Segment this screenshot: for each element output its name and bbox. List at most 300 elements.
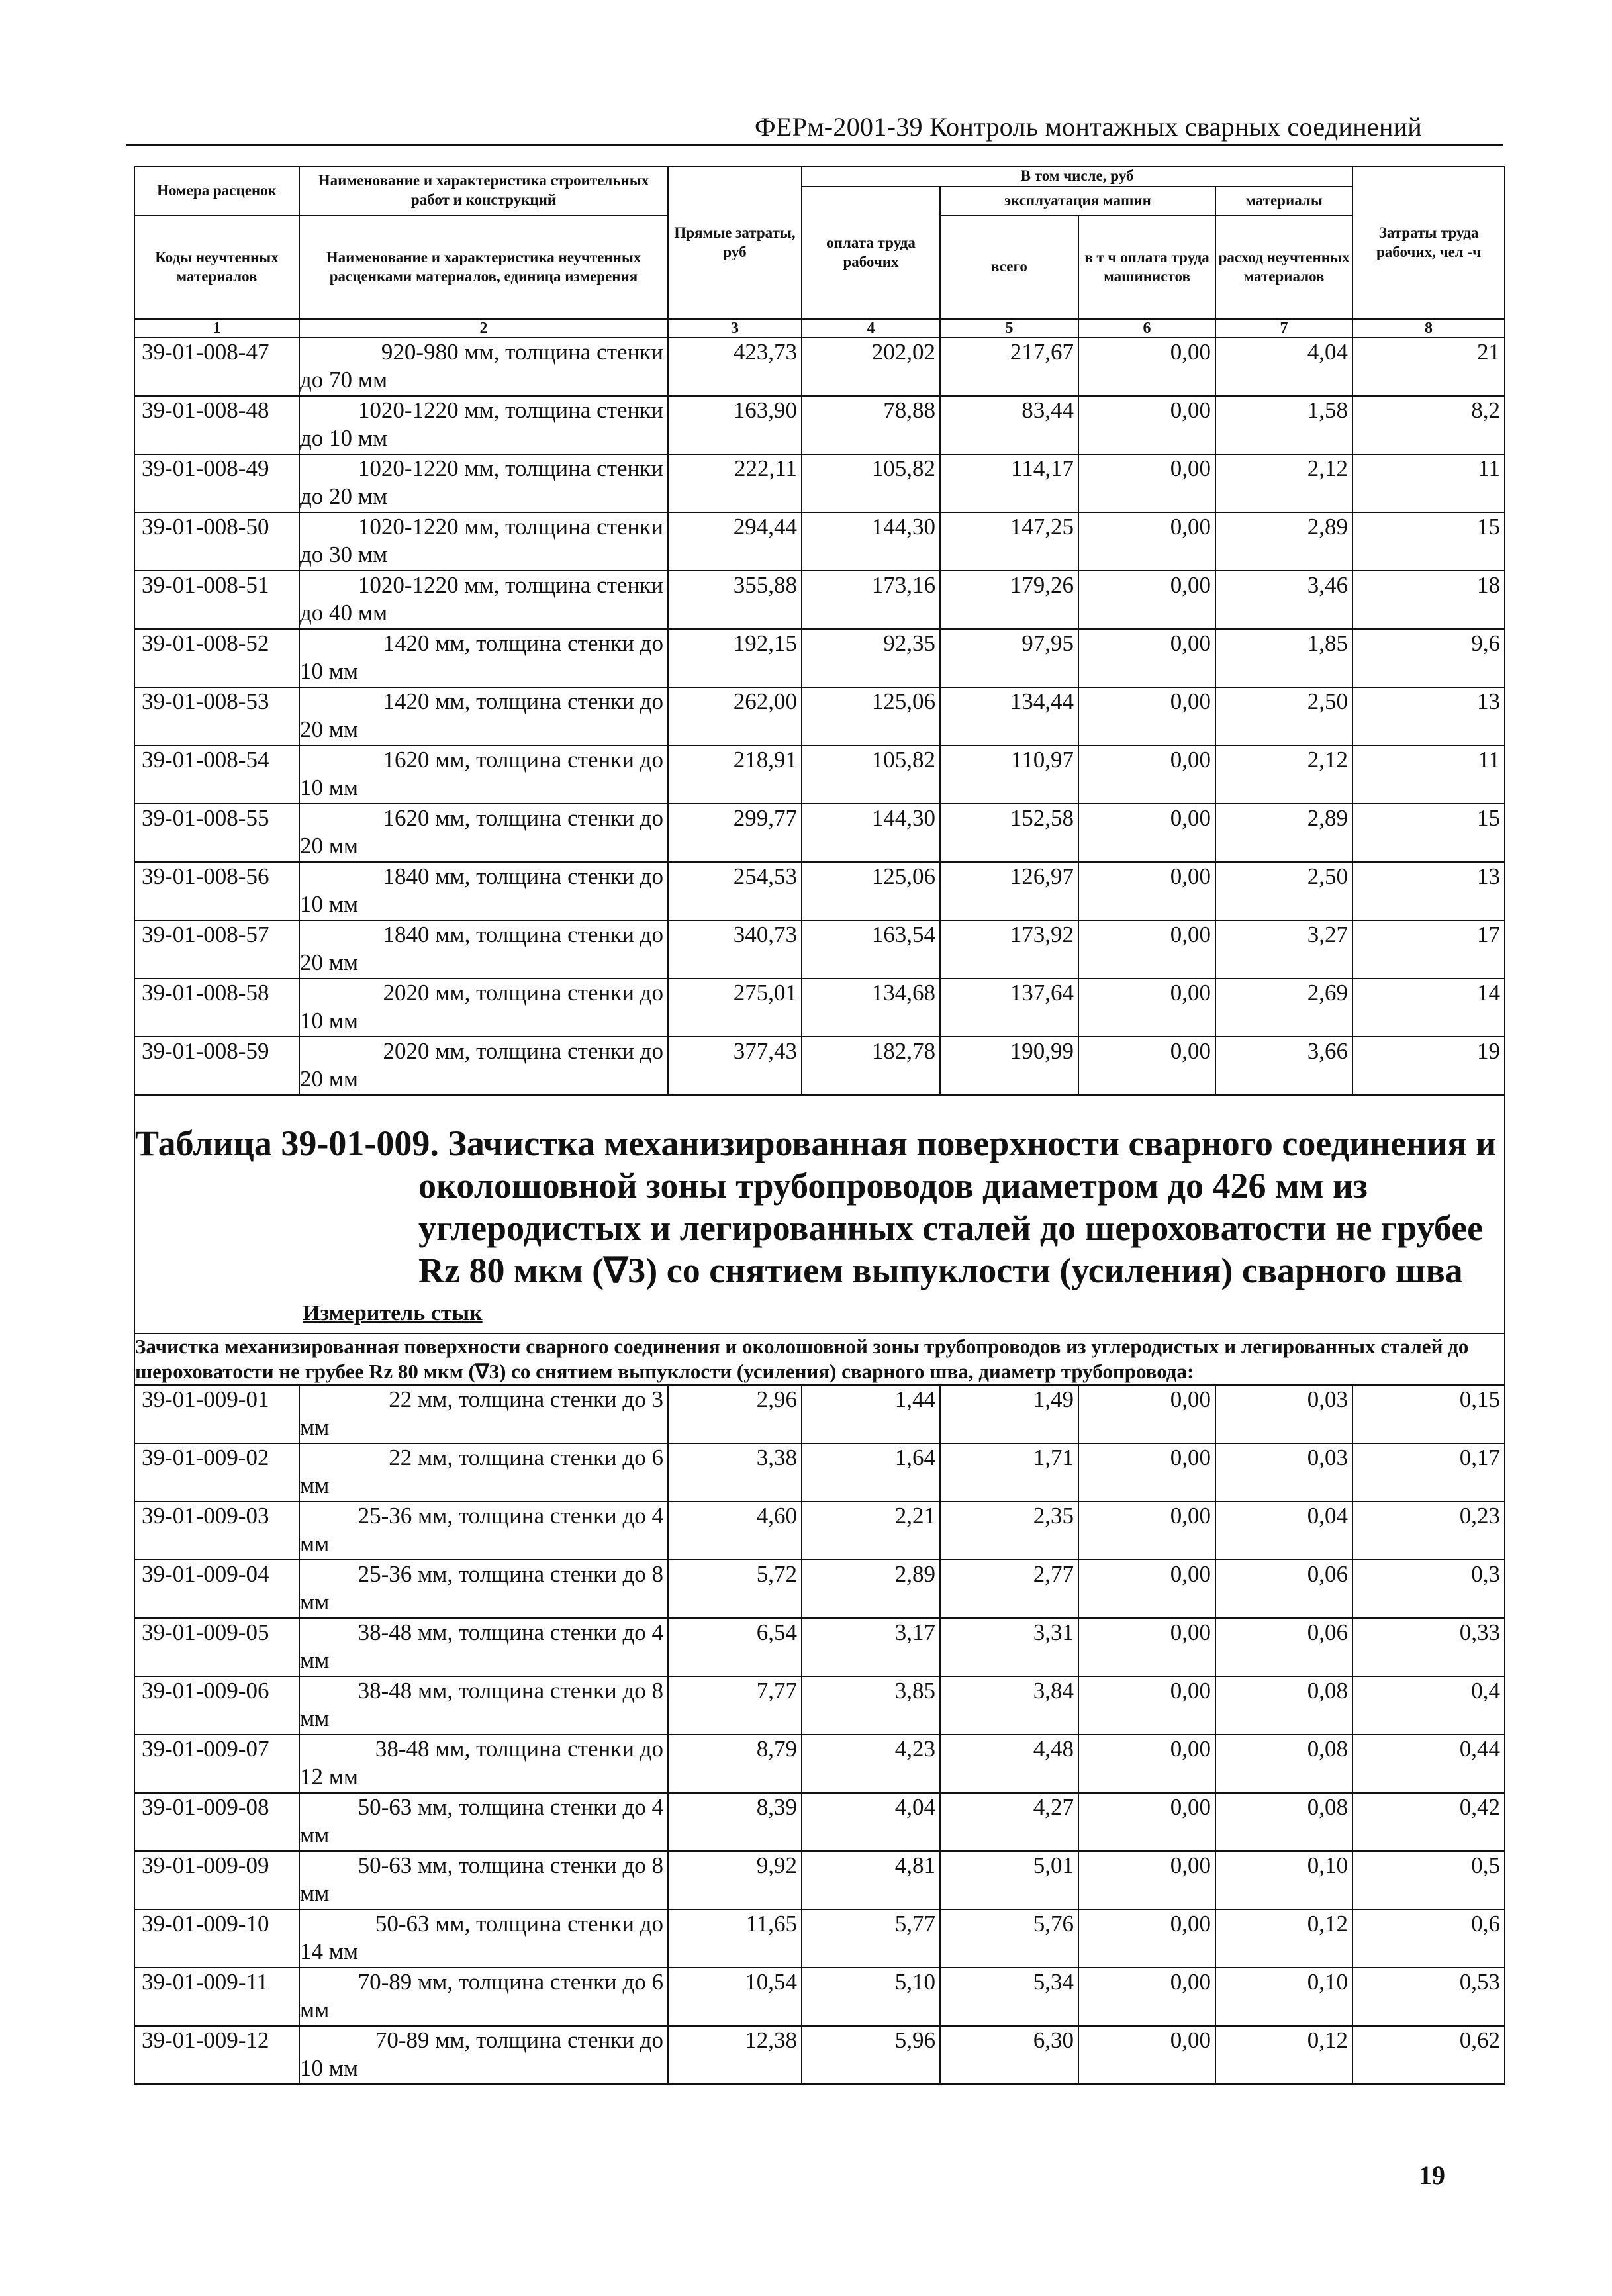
workers-pay-cell: 134,68	[802, 979, 940, 1037]
workers-pay-cell: 125,06	[802, 687, 940, 745]
rate-description	[299, 1385, 668, 1443]
materials-use-cell: 0,08	[1215, 1793, 1352, 1851]
machines-total-cell: 6,30	[940, 2026, 1078, 2084]
col5-total: всего	[940, 215, 1078, 319]
materials-use-cell: 0,06	[1215, 1560, 1352, 1618]
col6-operators-pay: в т ч оплата труда машинистов	[1078, 215, 1215, 319]
materials-use-cell: 1,58	[1215, 396, 1352, 454]
machines-total-cell: 2,35	[940, 1502, 1078, 1560]
column-header	[134, 166, 1505, 338]
column-number-row	[134, 319, 1505, 338]
description-line-1: 1840 мм, толщина стенки до	[383, 922, 663, 947]
machines-total-cell: 1,49	[940, 1385, 1078, 1443]
machines-total-cell: 3,84	[940, 1676, 1078, 1735]
rate-code: 39-01-008-58	[134, 979, 299, 1037]
labor-hours-cell: 18	[1352, 571, 1505, 629]
col3-direct-costs: Прямые затраты, руб	[668, 166, 802, 319]
labor-hours-cell: 0,44	[1352, 1735, 1505, 1793]
direct-costs-cell: 262,00	[668, 687, 802, 745]
rate-description	[299, 1735, 668, 1793]
direct-costs-cell: 7,77	[668, 1676, 802, 1735]
workers-pay-cell: 2,21	[802, 1502, 940, 1560]
operators-pay-cell: 0,00	[1078, 1037, 1215, 1095]
rate-code: 39-01-008-56	[134, 862, 299, 920]
col-group-materials: материалы	[1215, 187, 1352, 215]
direct-costs-cell: 6,54	[668, 1618, 802, 1676]
rate-code: 39-01-009-05	[134, 1618, 299, 1676]
operators-pay-cell: 0,00	[1078, 1560, 1215, 1618]
table-row	[134, 1560, 1505, 1618]
table-row	[134, 1909, 1505, 1968]
column-number: 2	[299, 319, 668, 338]
operators-pay-cell: 0,00	[1078, 512, 1215, 571]
operators-pay-cell: 0,00	[1078, 1851, 1215, 1909]
materials-use-cell: 0,10	[1215, 1968, 1352, 2026]
price-table	[134, 166, 1505, 2085]
rate-code: 39-01-008-59	[134, 1037, 299, 1095]
rate-code: 39-01-009-06	[134, 1676, 299, 1735]
operators-pay-cell: 0,00	[1078, 1502, 1215, 1560]
materials-use-cell: 2,12	[1215, 454, 1352, 512]
machines-total-cell: 190,99	[940, 1037, 1078, 1095]
description-line-1: 1840 мм, толщина стенки до	[383, 863, 663, 889]
operators-pay-cell: 0,00	[1078, 1793, 1215, 1851]
table-row	[134, 1968, 1505, 2026]
machines-total-cell: 97,95	[940, 629, 1078, 687]
operators-pay-cell: 0,00	[1078, 571, 1215, 629]
rate-description	[299, 920, 668, 979]
description-line-1: 50-63 мм, толщина стенки до	[375, 1911, 663, 1937]
direct-costs-cell: 355,88	[668, 571, 802, 629]
workers-pay-cell: 5,10	[802, 1968, 940, 2026]
machines-total-cell: 2,77	[940, 1560, 1078, 1618]
table-row	[134, 1502, 1505, 1560]
direct-costs-cell: 340,73	[668, 920, 802, 979]
machines-total-cell: 179,26	[940, 571, 1078, 629]
rows-009	[134, 1385, 1505, 2084]
materials-use-cell: 2,89	[1215, 512, 1352, 571]
workers-pay-cell: 144,30	[802, 804, 940, 862]
column-number: 5	[940, 319, 1078, 338]
rate-description	[299, 745, 668, 804]
machines-total-cell: 83,44	[940, 396, 1078, 454]
table-row	[134, 571, 1505, 629]
rate-code: 39-01-009-07	[134, 1735, 299, 1793]
direct-costs-cell: 192,15	[668, 629, 802, 687]
description-line-1: 1020-1220 мм, толщина стенки	[357, 514, 663, 540]
table-row	[134, 629, 1505, 687]
description-line-1: 25-36 мм, толщина стенки до 4	[357, 1503, 663, 1529]
machines-total-cell: 134,44	[940, 687, 1078, 745]
table-009-title-rest: околошовной зоны трубопроводов диаметром до 426 мм из углеродистых и легированных сталей до шероховатости не грубее Rz 80 мкм (∇3) со снятием выпуклости (усиления) сварного шва	[418, 1166, 1484, 1290]
workers-pay-cell: 144,30	[802, 512, 940, 571]
materials-use-cell: 0,12	[1215, 2026, 1352, 2084]
materials-use-cell: 0,03	[1215, 1443, 1352, 1502]
rate-description	[299, 687, 668, 745]
description-line-2: 20 мм	[300, 949, 359, 975]
materials-use-cell: 2,89	[1215, 804, 1352, 862]
rate-description	[299, 1618, 668, 1676]
description-line-1: 50-63 мм, толщина стенки до 8	[357, 1852, 663, 1878]
col4-workers-pay: оплата труда рабочих	[802, 187, 940, 319]
labor-hours-cell: 0,6	[1352, 1909, 1505, 1968]
rate-description	[299, 804, 668, 862]
table-row	[134, 687, 1505, 745]
materials-use-cell: 2,69	[1215, 979, 1352, 1037]
table-row	[134, 454, 1505, 512]
workers-pay-cell: 163,54	[802, 920, 940, 979]
description-line-2: мм	[300, 1705, 330, 1731]
rate-description	[299, 1968, 668, 2026]
labor-hours-cell: 11	[1352, 745, 1505, 804]
operators-pay-cell: 0,00	[1078, 979, 1215, 1037]
operators-pay-cell: 0,00	[1078, 804, 1215, 862]
workers-pay-cell: 3,85	[802, 1676, 940, 1735]
direct-costs-cell: 11,65	[668, 1909, 802, 1968]
machines-total-cell: 126,97	[940, 862, 1078, 920]
table-row	[134, 1618, 1505, 1676]
table-009-group-caption: Зачистка механизированная поверхности сварного соединения и околошовной зоны трубопроводов из углеродистых и легированных сталей до шероховатости не грубее Rz 80 мкм (∇3) со снятием выпуклости (усиления) сварного шва, диаметр трубопровода:	[134, 1333, 1505, 1385]
table-row	[134, 804, 1505, 862]
description-line-1: 1020-1220 мм, толщина стенки	[357, 397, 663, 423]
workers-pay-cell: 5,96	[802, 2026, 940, 2084]
description-line-2: мм	[300, 1414, 330, 1440]
direct-costs-cell: 12,38	[668, 2026, 802, 2084]
col-group-including: В том числе, руб	[802, 166, 1352, 187]
operators-pay-cell: 0,00	[1078, 1735, 1215, 1793]
labor-hours-cell: 17	[1352, 920, 1505, 979]
description-line-2: до 40 мм	[300, 600, 388, 626]
header-rule	[126, 144, 1503, 146]
rate-code: 39-01-008-48	[134, 396, 299, 454]
labor-hours-cell: 0,62	[1352, 2026, 1505, 2084]
labor-hours-cell: 0,3	[1352, 1560, 1505, 1618]
materials-use-cell: 1,85	[1215, 629, 1352, 687]
materials-use-cell: 2,50	[1215, 862, 1352, 920]
machines-total-cell: 4,48	[940, 1735, 1078, 1793]
description-line-2: до 20 мм	[300, 483, 388, 509]
operators-pay-cell: 0,00	[1078, 454, 1215, 512]
spacer-cell	[134, 1095, 1505, 1122]
rate-code: 39-01-008-52	[134, 629, 299, 687]
materials-use-cell: 4,04	[1215, 338, 1352, 396]
rate-description	[299, 338, 668, 396]
description-line-2: до 70 мм	[300, 367, 388, 393]
workers-pay-cell: 3,17	[802, 1618, 940, 1676]
workers-pay-cell: 125,06	[802, 862, 940, 920]
direct-costs-cell: 423,73	[668, 338, 802, 396]
table-row	[134, 1676, 1505, 1735]
rate-description	[299, 1560, 668, 1618]
workers-pay-cell: 92,35	[802, 629, 940, 687]
rate-code: 39-01-009-04	[134, 1560, 299, 1618]
direct-costs-cell: 377,43	[668, 1037, 802, 1095]
table-009-measure-text: Измеритель стык	[303, 1301, 483, 1325]
rate-description	[299, 979, 668, 1037]
machines-total-cell: 3,31	[940, 1618, 1078, 1676]
table-row	[134, 920, 1505, 979]
rate-description	[299, 1676, 668, 1735]
rate-description	[299, 1502, 668, 1560]
rate-description	[299, 1851, 668, 1909]
machines-total-cell: 137,64	[940, 979, 1078, 1037]
table-row	[134, 1385, 1505, 1443]
description-line-2: 12 мм	[300, 1764, 359, 1790]
operators-pay-cell: 0,00	[1078, 1443, 1215, 1502]
description-line-2: 14 мм	[300, 1938, 359, 1964]
rate-description	[299, 454, 668, 512]
operators-pay-cell: 0,00	[1078, 396, 1215, 454]
description-line-2: мм	[300, 1880, 330, 1906]
description-line-2: до 30 мм	[300, 542, 388, 567]
description-line-1: 70-89 мм, толщина стенки до 6	[357, 1969, 663, 1995]
rate-code: 39-01-008-57	[134, 920, 299, 979]
direct-costs-cell: 4,60	[668, 1502, 802, 1560]
workers-pay-cell: 78,88	[802, 396, 940, 454]
labor-hours-cell: 0,15	[1352, 1385, 1505, 1443]
description-line-2: 10 мм	[300, 891, 359, 917]
labor-hours-cell: 9,6	[1352, 629, 1505, 687]
rate-code: 39-01-008-53	[134, 687, 299, 745]
description-line-2: 10 мм	[300, 2055, 359, 2081]
materials-use-cell: 0,04	[1215, 1502, 1352, 1560]
machines-total-cell: 5,76	[940, 1909, 1078, 1968]
spacer	[134, 1095, 1505, 1122]
rate-code: 39-01-008-49	[134, 454, 299, 512]
labor-hours-cell: 13	[1352, 687, 1505, 745]
column-number: 3	[668, 319, 802, 338]
materials-use-cell: 3,27	[1215, 920, 1352, 979]
labor-hours-cell: 15	[1352, 804, 1505, 862]
table-009-measure	[135, 1301, 1504, 1333]
rate-description	[299, 512, 668, 571]
table-row	[134, 396, 1505, 454]
materials-use-cell: 0,08	[1215, 1735, 1352, 1793]
rate-code: 39-01-009-09	[134, 1851, 299, 1909]
workers-pay-cell: 105,82	[802, 454, 940, 512]
labor-hours-cell: 0,4	[1352, 1676, 1505, 1735]
machines-total-cell: 147,25	[940, 512, 1078, 571]
description-line-1: 50-63 мм, толщина стенки до 4	[357, 1794, 663, 1820]
column-number: 6	[1078, 319, 1215, 338]
description-line-2: 20 мм	[300, 716, 359, 742]
table-row	[134, 979, 1505, 1037]
direct-costs-cell: 294,44	[668, 512, 802, 571]
direct-costs-cell: 8,79	[668, 1735, 802, 1793]
labor-hours-cell: 0,33	[1352, 1618, 1505, 1676]
rate-code: 39-01-009-11	[134, 1968, 299, 2026]
description-line-1: 1420 мм, толщина стенки до	[383, 630, 663, 656]
description-line-1: 1020-1220 мм, толщина стенки	[357, 455, 663, 481]
operators-pay-cell: 0,00	[1078, 1385, 1215, 1443]
description-line-1: 38-48 мм, толщина стенки до 4	[357, 1619, 663, 1645]
col8-labor-hours: Затраты труда рабочих, чел -ч	[1352, 166, 1505, 319]
direct-costs-cell: 299,77	[668, 804, 802, 862]
operators-pay-cell: 0,00	[1078, 687, 1215, 745]
machines-total-cell: 173,92	[940, 920, 1078, 979]
labor-hours-cell: 14	[1352, 979, 1505, 1037]
machines-total-cell: 5,34	[940, 1968, 1078, 2026]
description-line-2: 20 мм	[300, 1066, 359, 1092]
description-line-1: 25-36 мм, толщина стенки до 8	[357, 1561, 663, 1587]
table-row	[134, 1851, 1505, 1909]
description-line-1: 22 мм, толщина стенки до 3	[389, 1386, 663, 1412]
description-line-1: 2020 мм, толщина стенки до	[383, 980, 663, 1006]
materials-use-cell: 0,08	[1215, 1676, 1352, 1735]
description-line-1: 70-89 мм, толщина стенки до	[375, 2027, 663, 2053]
labor-hours-cell: 0,23	[1352, 1502, 1505, 1560]
workers-pay-cell: 2,89	[802, 1560, 940, 1618]
description-line-2: до 10 мм	[300, 425, 388, 451]
rate-code: 39-01-008-47	[134, 338, 299, 396]
workers-pay-cell: 4,23	[802, 1735, 940, 1793]
workers-pay-cell: 173,16	[802, 571, 940, 629]
operators-pay-cell: 0,00	[1078, 629, 1215, 687]
rate-description	[299, 571, 668, 629]
rate-description	[299, 629, 668, 687]
direct-costs-cell: 8,39	[668, 1793, 802, 1851]
direct-costs-cell: 10,54	[668, 1968, 802, 2026]
description-line-2: мм	[300, 1472, 330, 1498]
operators-pay-cell: 0,00	[1078, 1968, 1215, 2026]
labor-hours-cell: 0,42	[1352, 1793, 1505, 1851]
labor-hours-cell: 19	[1352, 1037, 1505, 1095]
labor-hours-cell: 13	[1352, 862, 1505, 920]
workers-pay-cell: 1,44	[802, 1385, 940, 1443]
description-line-2: мм	[300, 1997, 330, 2023]
description-line-1: 1620 мм, толщина стенки до	[383, 747, 663, 773]
rate-description	[299, 1793, 668, 1851]
description-line-1: 38-48 мм, толщина стенки до	[375, 1736, 663, 1762]
table-row	[134, 1037, 1505, 1095]
machines-total-cell: 5,01	[940, 1851, 1078, 1909]
column-number: 8	[1352, 319, 1505, 338]
table-009-heading	[134, 1122, 1505, 1333]
rate-code: 39-01-009-02	[134, 1443, 299, 1502]
table-row	[134, 862, 1505, 920]
rate-code: 39-01-008-54	[134, 745, 299, 804]
table-row	[134, 1443, 1505, 1502]
table-row	[134, 512, 1505, 571]
workers-pay-cell: 4,04	[802, 1793, 940, 1851]
direct-costs-cell: 2,96	[668, 1385, 802, 1443]
page-number: 19	[1419, 2160, 1445, 2190]
description-line-2: мм	[300, 1589, 330, 1615]
rate-code: 39-01-008-51	[134, 571, 299, 629]
operators-pay-cell: 0,00	[1078, 338, 1215, 396]
materials-use-cell: 0,10	[1215, 1851, 1352, 1909]
rate-description	[299, 1037, 668, 1095]
direct-costs-cell: 163,90	[668, 396, 802, 454]
operators-pay-cell: 0,00	[1078, 1618, 1215, 1676]
direct-costs-cell: 9,92	[668, 1851, 802, 1909]
operators-pay-cell: 0,00	[1078, 1909, 1215, 1968]
description-line-1: 920-980 мм, толщина стенки	[381, 339, 663, 365]
direct-costs-cell: 3,38	[668, 1443, 802, 1502]
rate-description	[299, 1443, 668, 1502]
col2-bottom: Наименование и характеристика неучтенных расценками материалов, единица измерения	[299, 215, 668, 319]
rate-code: 39-01-009-12	[134, 2026, 299, 2084]
labor-hours-cell: 8,2	[1352, 396, 1505, 454]
machines-total-cell: 1,71	[940, 1443, 1078, 1502]
description-line-1: 1620 мм, толщина стенки до	[383, 805, 663, 831]
rate-code: 39-01-008-50	[134, 512, 299, 571]
table-row	[134, 1735, 1505, 1793]
labor-hours-cell: 11	[1352, 454, 1505, 512]
operators-pay-cell: 0,00	[1078, 862, 1215, 920]
running-header: ФЕРм-2001-39 Контроль монтажных сварных соединений	[755, 112, 1423, 142]
rate-description	[299, 862, 668, 920]
direct-costs-cell: 254,53	[668, 862, 802, 920]
description-line-1: 1020-1220 мм, толщина стенки	[357, 572, 663, 598]
rows-008	[134, 338, 1505, 1095]
description-line-2: 10 мм	[300, 658, 359, 684]
materials-use-cell: 3,46	[1215, 571, 1352, 629]
labor-hours-cell: 0,53	[1352, 1968, 1505, 2026]
direct-costs-cell: 218,91	[668, 745, 802, 804]
description-line-1: 38-48 мм, толщина стенки до 8	[357, 1678, 663, 1703]
table-row	[134, 338, 1505, 396]
materials-use-cell: 2,12	[1215, 745, 1352, 804]
description-line-1: 22 мм, толщина стенки до 6	[389, 1445, 663, 1470]
description-line-2: мм	[300, 1822, 330, 1848]
operators-pay-cell: 0,00	[1078, 1676, 1215, 1735]
workers-pay-cell: 105,82	[802, 745, 940, 804]
table-009-header	[134, 1122, 1505, 1385]
description-line-2: 10 мм	[300, 1008, 359, 1033]
table-row	[134, 745, 1505, 804]
rate-description	[299, 1909, 668, 1968]
materials-use-cell: 2,50	[1215, 687, 1352, 745]
machines-total-cell: 114,17	[940, 454, 1078, 512]
machines-total-cell: 4,27	[940, 1793, 1078, 1851]
rate-code: 39-01-008-55	[134, 804, 299, 862]
table-row	[134, 2026, 1505, 2084]
table-row	[134, 1793, 1505, 1851]
direct-costs-cell: 275,01	[668, 979, 802, 1037]
col-group-machines: эксплуатация машин	[940, 187, 1215, 215]
labor-hours-cell: 21	[1352, 338, 1505, 396]
operators-pay-cell: 0,00	[1078, 2026, 1215, 2084]
materials-use-cell: 3,66	[1215, 1037, 1352, 1095]
labor-hours-cell: 0,17	[1352, 1443, 1505, 1502]
column-number: 7	[1215, 319, 1352, 338]
labor-hours-cell: 0,5	[1352, 1851, 1505, 1909]
col7-materials-use: расход неучтенных материалов	[1215, 215, 1352, 319]
workers-pay-cell: 1,64	[802, 1443, 940, 1502]
direct-costs-cell: 5,72	[668, 1560, 802, 1618]
description-line-2: мм	[300, 1531, 330, 1556]
description-line-1: 2020 мм, толщина стенки до	[383, 1038, 663, 1064]
workers-pay-cell: 4,81	[802, 1851, 940, 1909]
direct-costs-cell: 222,11	[668, 454, 802, 512]
workers-pay-cell: 202,02	[802, 338, 940, 396]
operators-pay-cell: 0,00	[1078, 745, 1215, 804]
machines-total-cell: 217,67	[940, 338, 1078, 396]
rate-description	[299, 396, 668, 454]
rate-code: 39-01-009-01	[134, 1385, 299, 1443]
operators-pay-cell: 0,00	[1078, 920, 1215, 979]
col1-top: Номера расценок	[134, 166, 299, 215]
workers-pay-cell: 5,77	[802, 1909, 940, 1968]
rate-code: 39-01-009-08	[134, 1793, 299, 1851]
description-line-2: мм	[300, 1647, 330, 1673]
table-009-title-lead: Таблица 39-01-009. Зачистка механизированная поверхности сварного соединения и	[135, 1124, 1497, 1163]
description-line-2: 10 мм	[300, 775, 359, 800]
col2-top: Наименование и характеристика строительных работ и конструкций	[299, 166, 668, 215]
materials-use-cell: 0,06	[1215, 1618, 1352, 1676]
materials-use-cell: 0,03	[1215, 1385, 1352, 1443]
